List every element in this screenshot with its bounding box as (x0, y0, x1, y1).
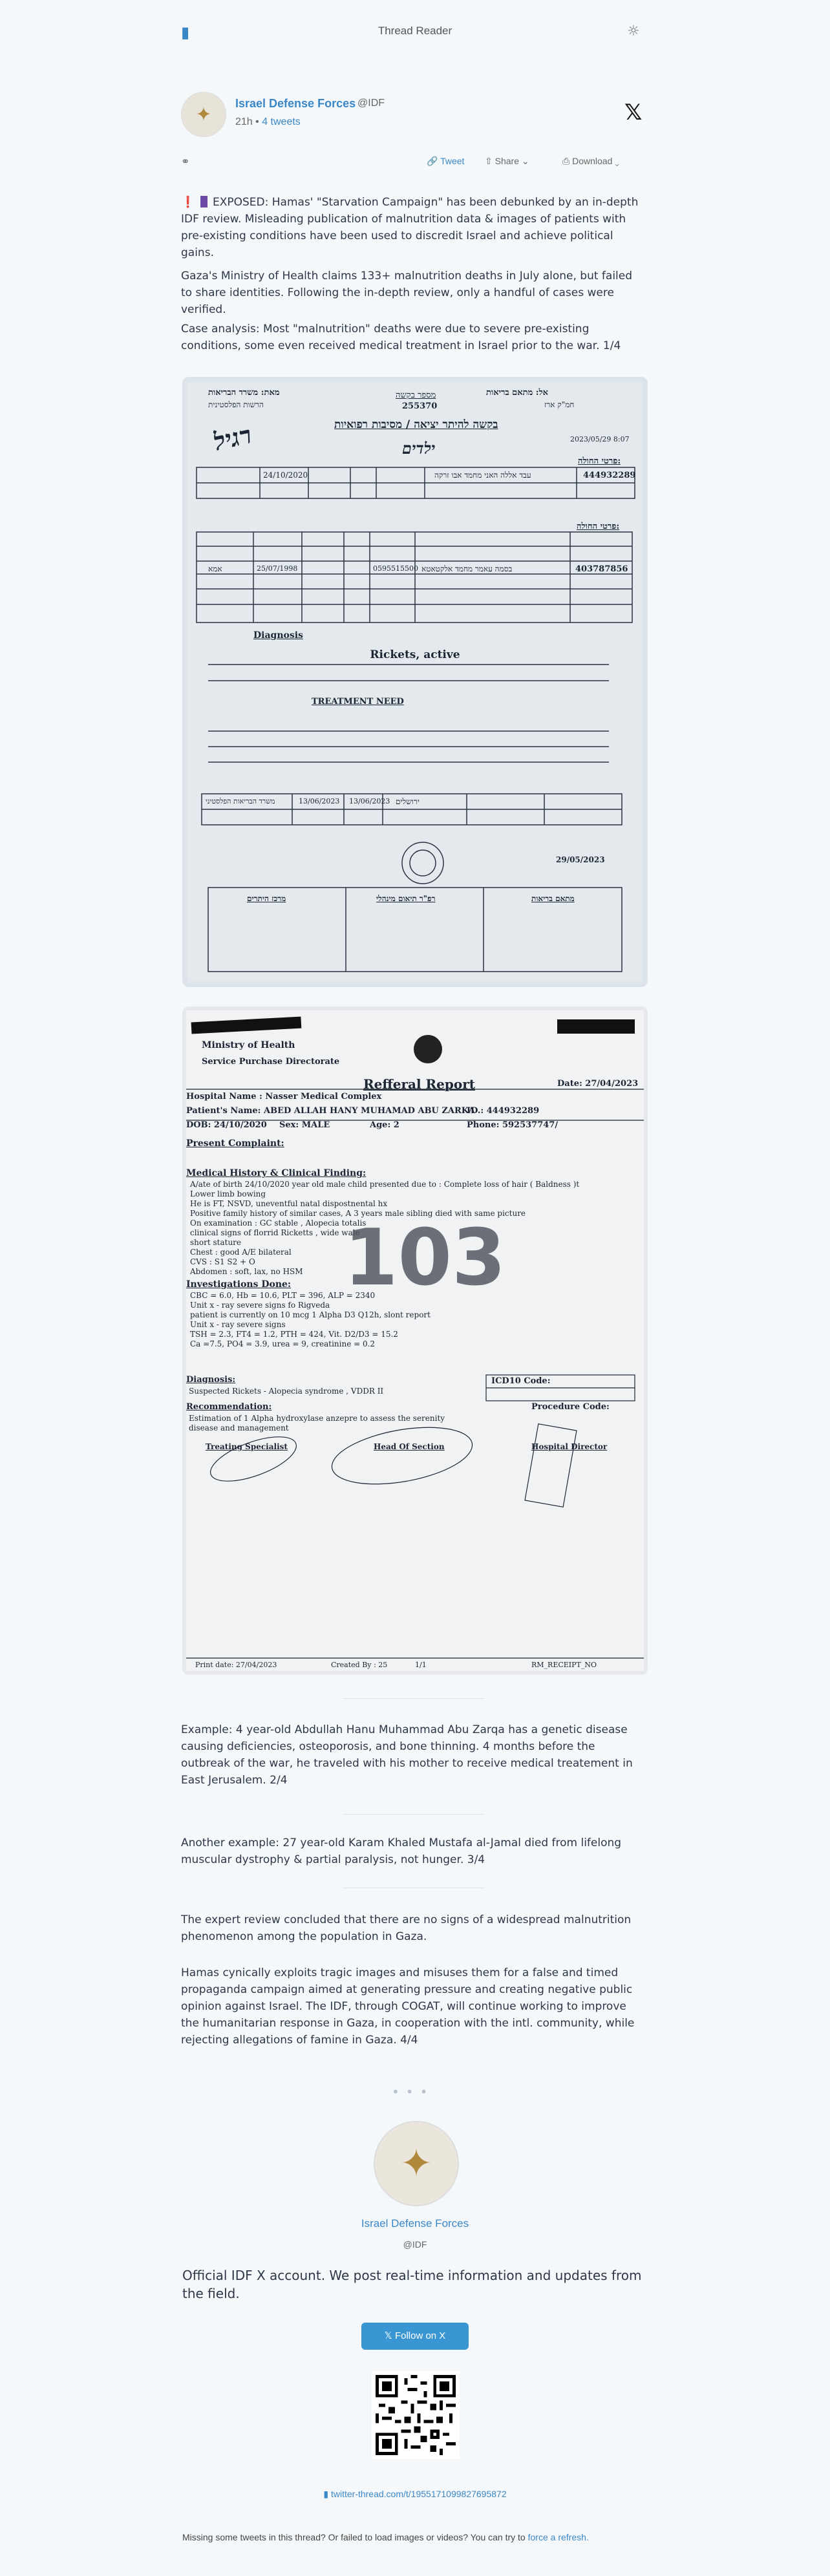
doc1-patient-name: עבד אללה האני מחמד אבו זרקה (434, 471, 531, 480)
doc1-to: אל: מתאם בריאות (486, 388, 549, 398)
link-icon: 🔗 (427, 156, 441, 166)
doc2-history-line: A/ate of birth 24/10/2020 year old male child presented due to : Complete loss of hair ( Baldness )t (190, 1180, 580, 1189)
thread-link-text: twitter-thread.com/t/1955171099827695872 (330, 2489, 507, 2499)
profile-bio: Official IDF X account. We post real-time information and updates from the field. (182, 2268, 642, 2301)
x-logo-icon[interactable]: 𝕏 (624, 100, 643, 125)
tweet-count-link[interactable]: 4 tweets (262, 116, 301, 127)
doc1-appointment-1: 13/06/2023 (349, 797, 390, 805)
action-bar (181, 154, 646, 173)
thread-link[interactable] (0, 2489, 830, 2500)
tweet-4-paragraph-2: Hamas cynically exploits tragic images and misuses them for a false and timed propaganda campaign aimed at generating pressure and creating negative public opinion against Israel. The IDF, through COGAT, will continue working to improve the humanitarian response in Gaza, in cooperation with the intl. community, while rejecting allegations of famine in Gaza. 4/4 (181, 1966, 635, 2047)
doc2-phone: Phone: 592537747/ (467, 1120, 559, 1130)
tweet-divider (343, 1698, 485, 1699)
doc1-department: משרד הבריאות הפלסטיני (206, 797, 275, 805)
doc1-appointment-2: 13/06/2023 (299, 797, 340, 805)
doc1-escort-name: בסמה עאמר מחמד אלקטאטא (421, 564, 513, 573)
tweet-1-text-1: EXPOSED: Hamas' "Starvation Campaign" has been debunked by an in-depth IDF review. Misleading publication of malnutrition data & images of patients with pre-existing conditions have been used to discredit Israel and achieve political gains. (181, 196, 639, 259)
doc1-col-1: מתאם בריאות (531, 894, 575, 903)
doc2-procedure: Procedure Code: (531, 1402, 610, 1412)
doc1-escort-birth: 25/07/1998 (257, 564, 298, 573)
doc2-dob: DOB: 24/10/2020 (186, 1120, 267, 1130)
tweet-3-text: Another example: 27 year-old Karam Khaled Mustafa al-Jamal died from lifelong muscular dystrophy & partial paralysis, not hunger. 3/4 (181, 1836, 622, 1866)
doc2-investigation-line: CBC = 6.0, Hb = 10.6, PLT = 396, ALP = 2340 (190, 1291, 376, 1300)
qr-code-graphic (376, 2375, 456, 2455)
app-title[interactable]: Thread Reader (378, 25, 452, 37)
doc2-investigations: Investigations Done: (186, 1279, 292, 1290)
share-icon: ⇧ (485, 156, 495, 166)
download-button[interactable] (562, 156, 619, 167)
doc1-escort-phone: 0595515500 (373, 564, 418, 573)
doc1-ref-label: מספר בקשה (396, 390, 436, 400)
top-bar (0, 0, 830, 65)
doc2-history-line: CVS : S1 S2 + O (190, 1257, 255, 1266)
doc1-sign-date: 29/05/2023 (556, 855, 605, 864)
doc2-diagnosis: Suspected Rickets - Alopecia syndrome , VDDR II (189, 1387, 384, 1396)
doc2-history-line: Chest : good A/E bilateral (190, 1248, 292, 1257)
profile-name[interactable]: Israel Defense Forces (361, 2217, 469, 2230)
doc2-investigation-line: Unit x - ray severe signs fo Rigveda (190, 1301, 330, 1310)
doc2-investigation-line: TSH = 2.3, FT4 = 1.2, PTH = 424, Vit. D2/D3 = 15.2 (190, 1330, 398, 1339)
doc2-sex: Sex: MALE (279, 1120, 330, 1130)
follow-label: Follow on X (394, 2330, 446, 2341)
tweet-1-paragraph-2: Gaza's Ministry of Health claims 133+ malnutrition deaths in July alone, but failed to share identities. Following the in-depth review, only a handful of cases were verified. (181, 270, 633, 316)
thread-end-dots: ••• (392, 2084, 434, 2100)
share-label: Share (495, 156, 519, 166)
doc1-time-value: 8:07 (613, 435, 630, 443)
doc2-date: Date: 27/04/2023 (557, 1079, 639, 1089)
thread-meta (235, 116, 301, 128)
doc1-city: ירושלים (396, 797, 420, 806)
tweet-divider (343, 1814, 485, 1815)
doc1-request-title: בקשה להיתר יציאה / מסיבות רפואיות (334, 418, 498, 431)
doc2-created-by: Created By : 25 (331, 1661, 388, 1669)
tweet-label: Tweet (440, 156, 465, 166)
doc1-patient-id: 444932289 (583, 471, 636, 480)
qr-code (372, 2371, 460, 2459)
chevron-down-icon: ⌄ (518, 156, 529, 166)
doc2-rec-text: Estimation of 1 Alpha hydroxylase anzepre to assess the serenity disease and management (189, 1414, 445, 1432)
doc1-from-2: הרשות הפלסטינית (208, 400, 264, 409)
doc2-page: 1/1 (415, 1661, 427, 1669)
doc2-history-title: Medical History & Clinical Finding: (186, 1168, 367, 1178)
tweet-1-image-1[interactable] (182, 377, 648, 987)
doc2-age: Age: 2 (370, 1120, 399, 1130)
thread-reader-icon: ▮ (323, 2489, 331, 2499)
doc1-ref: 255370 (402, 401, 438, 411)
doc2-investigation-line: Unit x - ray severe signs (190, 1320, 286, 1329)
doc2-recommendation: Recommendation: (186, 1402, 272, 1412)
doc1-from: מאת: משרד הבריאות (208, 388, 280, 398)
doc1-treatment-label: TREATMENT NEED (312, 697, 404, 707)
listen-icon[interactable]: ⚭ (181, 156, 190, 167)
x-icon: 𝕏 (384, 2330, 395, 2341)
doc2-investigation-line: patient is currently on 10 mcg 1 Alpha D3 Q12h, slont report (190, 1310, 431, 1319)
doc2-sig-2: Head Of Section (374, 1442, 445, 1451)
chevron-down-icon: ⌄ (612, 156, 619, 166)
tweet-1-image-2[interactable] (182, 1006, 648, 1675)
tweet-1-paragraph-1 (181, 194, 641, 261)
doc1-date-value: 2023/05/29 (570, 435, 612, 443)
doc2-directorate: Service Purchase Directorate (202, 1057, 340, 1067)
theme-toggle-icon[interactable]: ☼ (627, 23, 640, 39)
profile-handle: @IDF (403, 2239, 427, 2250)
tweet-2-text: Example: 4 year-old Abdullah Hanu Muhammad Abu Zarqa has a genetic disease causing deficiencies, osteoporosis, and bone thinning. 4 months before the outbreak of the war, he traveled with his mother to receive medical treatement in East Jerusalem. 2/4 (181, 1723, 633, 1787)
doc2-print-date: Print date: 27/04/2023 (195, 1661, 277, 1669)
file-icon (200, 196, 208, 208)
share-button[interactable] (485, 156, 529, 167)
author-avatar[interactable]: ✦ (181, 92, 226, 137)
author-handle: @IDF (357, 98, 385, 109)
doc1-date (570, 435, 630, 443)
doc2-complaint: Present Complaint: (186, 1138, 284, 1149)
tweet-1-paragraph-3: Case analysis: Most "malnutrition" deaths were due to severe pre-existing conditions, some even received medical treatment in Israel prior to the war. 1/4 (181, 323, 621, 352)
doc1-diagnosis-label: Diagnosis (253, 630, 303, 641)
doc2-title: Refferal Report (363, 1076, 475, 1092)
doc2-history-line: Lower limb bowing (190, 1189, 266, 1198)
doc2-id: ID.: 444932289 (467, 1106, 540, 1116)
profile-avatar[interactable]: ✦ (374, 2121, 459, 2206)
doc1-col-2: רפ"ר תיאום מינהלי (376, 894, 436, 903)
doc2-icd: ICD10 Code: (491, 1376, 551, 1386)
doc2-history-line: clinical signs of florrid Ricketts , wide wale (190, 1228, 360, 1237)
tweet-4-paragraph-1: The expert review concluded that there are no signs of a widespread malnutrition phenomenon among the population in Gaza. (181, 1913, 632, 1943)
doc2-history-line: Abdomen : soft, lax, no HSM (190, 1267, 303, 1276)
author-name[interactable]: Israel Defense Forces (235, 97, 356, 110)
download-label: Download (572, 156, 613, 166)
tweet-button[interactable] (427, 156, 464, 167)
download-icon: ⎙ (562, 156, 573, 166)
doc1-relation: אמא (208, 564, 222, 573)
doc1-escort-section: פרטי החולה: (577, 522, 620, 531)
follow-button[interactable] (361, 2323, 469, 2350)
doc2-receipt: RM_RECEIPT_NO (531, 1661, 597, 1669)
doc2-sig-1: Treating Specialist (206, 1442, 288, 1451)
thread-reader-logo-icon[interactable]: ▮ (181, 23, 190, 41)
doc2-patient: Patient's Name: ABED ALLAH HANY MUHAMAD ABU ZARKA (186, 1106, 475, 1116)
doc1-to-2: חמ"ק ארז (544, 400, 575, 409)
doc2-ministry: Ministry of Health (202, 1040, 295, 1050)
doc2-history-line: Positive family history of similar cases, A 3 years male sibling died with same picture (190, 1209, 526, 1218)
author-header (181, 89, 646, 141)
doc2-diagnosis-label: Diagnosis: (186, 1375, 236, 1385)
meta-dot: • (255, 116, 262, 127)
doc2-history-line: He is FT, NSVD, uneventful natal dispostnental hx (190, 1199, 388, 1208)
doc2-investigation-line: Ca =7.5, PO4 = 3.9, urea = 9, creatinine = 0.2 (190, 1339, 376, 1348)
doc1-diagnosis: Rickets, active (370, 648, 460, 661)
doc2-history-line: short stature (190, 1238, 242, 1247)
doc1-handwriting-1: רגיל (210, 420, 254, 456)
doc2-history-line: On examination : GC stable , Alopecia totalis (190, 1219, 367, 1228)
doc1-escort-id: 403787856 (575, 564, 628, 574)
doc1-col-3: מרכז היתרים (247, 894, 286, 903)
doc2-hospital: Hospital Name : Nasser Medical Complex (186, 1092, 382, 1102)
doc1-patient-section: פרטי החולה: (578, 456, 621, 466)
doc2-stamp-number: 103 (344, 1213, 506, 1303)
footer-text: Missing some tweets in this thread? Or failed to load images or videos? You can try to (182, 2532, 526, 2542)
footer-note (182, 2532, 661, 2542)
force-refresh-link[interactable]: force a refresh. (527, 2532, 589, 2542)
thread-time: 21h (235, 116, 253, 127)
doc1-handwriting-2: ילדים (402, 439, 436, 458)
doc2-sig-3: Hospital Director (531, 1442, 608, 1451)
doc1-birth: 24/10/2020 (263, 471, 308, 480)
exclamation-icon: ❗ (181, 196, 195, 209)
